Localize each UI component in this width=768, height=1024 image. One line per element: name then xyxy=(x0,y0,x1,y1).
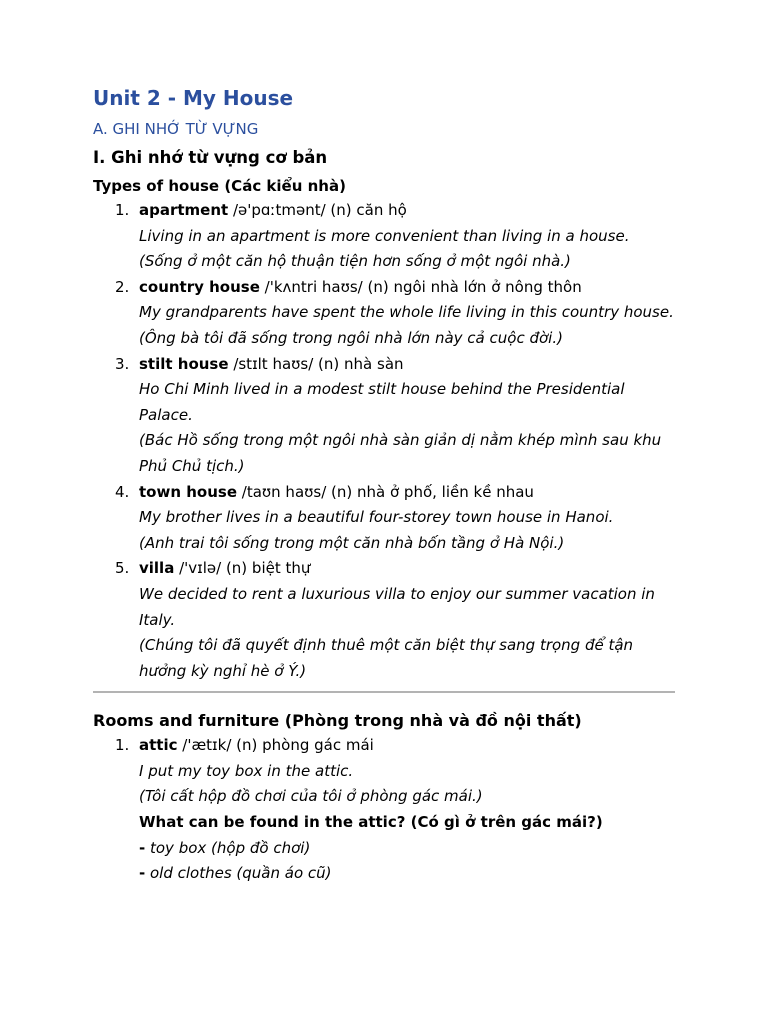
rooms-heading: Rooms and furniture (Phòng trong nhà và đồ nội thất) xyxy=(93,711,582,731)
example-vietnamese: (Anh trai tôi sống trong một căn nhà bốn tầng ở Hà Nội.) xyxy=(139,533,565,552)
vocab-definition: /'ætɪk/ (n) phòng gác mái xyxy=(177,736,374,755)
bullet-text: old clothes (quần áo cũ) xyxy=(145,864,332,883)
item-number: 1. xyxy=(115,201,130,219)
types-list xyxy=(93,198,675,684)
item-number: 2. xyxy=(115,277,130,296)
vocab-definition: /taʊn haʊs/ (n) nhà ở phố, liền kề nhau xyxy=(237,482,534,501)
vocab-word: stilt house xyxy=(139,354,229,373)
vocab-word: attic xyxy=(139,736,178,755)
list-item xyxy=(93,733,675,887)
section-1-heading: I. Ghi nhớ từ vựng cơ bản xyxy=(93,148,328,167)
bullet-item xyxy=(139,836,675,862)
vocab-word: villa xyxy=(139,559,175,578)
section-a-heading: A. GHI NHỚ TỪ VỰNG xyxy=(93,120,259,138)
item-number: 3. xyxy=(115,354,130,373)
vocab-definition: /'vɪlə/ (n) biệt thự xyxy=(174,559,311,578)
vocab-definition: /stɪlt haʊs/ (n) nhà sàn xyxy=(228,354,404,373)
vocab-word: town house xyxy=(139,482,237,501)
example-vietnamese: (Tôi cất hộp đồ chơi của tôi ở phòng gác mái.) xyxy=(139,787,483,806)
bullet-text: toy box (hộp đồ chơi) xyxy=(145,838,311,857)
types-heading: Types of house (Các kiểu nhà) xyxy=(93,177,346,195)
example-vietnamese: (Sống ở một căn hộ thuận tiện hơn sống ở một ngôi nhà.) xyxy=(139,252,571,271)
example-english: My brother lives in a beautiful four-storey town house in Hanoi. xyxy=(139,508,614,527)
bullet-dash: - xyxy=(139,838,146,857)
list-item xyxy=(93,275,675,352)
list-item xyxy=(93,198,675,275)
question-text: What can be found in the attic? (Có gì ở trên gác mái?) xyxy=(139,813,603,832)
example-vietnamese: (Ông bà tôi đã sống trong ngôi nhà lớn này cả cuộc đời.) xyxy=(139,328,563,347)
item-number: 1. xyxy=(115,736,130,755)
example-vietnamese: (Chúng tôi đã quyết định thuê một căn biệt thự sang trọng để tận hưởng kỳ nghỉ hè ở Ý.) xyxy=(139,636,634,680)
bullet-item xyxy=(139,861,675,887)
vocab-word: country house xyxy=(139,277,260,296)
vocab-word: apartment xyxy=(139,201,229,219)
document-title: Unit 2 - My House xyxy=(93,86,294,110)
example-english: Ho Chi Minh lived in a modest stilt house behind the Presidential Palace. xyxy=(139,380,625,424)
bullet-dash: - xyxy=(139,864,146,883)
example-english: We decided to rent a luxurious villa to enjoy our summer vacation in Italy. xyxy=(139,584,655,629)
list-item xyxy=(93,480,675,557)
vocab-definition: /ə'pɑːtmənt/ (n) căn hộ xyxy=(228,201,407,219)
item-number: 4. xyxy=(115,482,130,501)
list-item xyxy=(93,556,675,684)
example-vietnamese: (Bác Hồ sống trong một ngôi nhà sàn giản dị nằm khép mình sau khu Phủ Chủ tịch.) xyxy=(139,431,662,475)
example-english: My grandparents have spent the whole life living in this country house. xyxy=(139,303,674,322)
list-item xyxy=(93,352,675,480)
example-english: I put my toy box in the attic. xyxy=(139,761,354,780)
item-number: 5. xyxy=(115,559,130,578)
example-english: Living in an apartment is more convenient than living in a house. xyxy=(139,226,630,245)
rooms-list xyxy=(93,733,675,887)
section-divider xyxy=(93,691,675,693)
vocab-definition: /'kʌntri haʊs/ (n) ngôi nhà lớn ở nông thôn xyxy=(259,277,582,296)
